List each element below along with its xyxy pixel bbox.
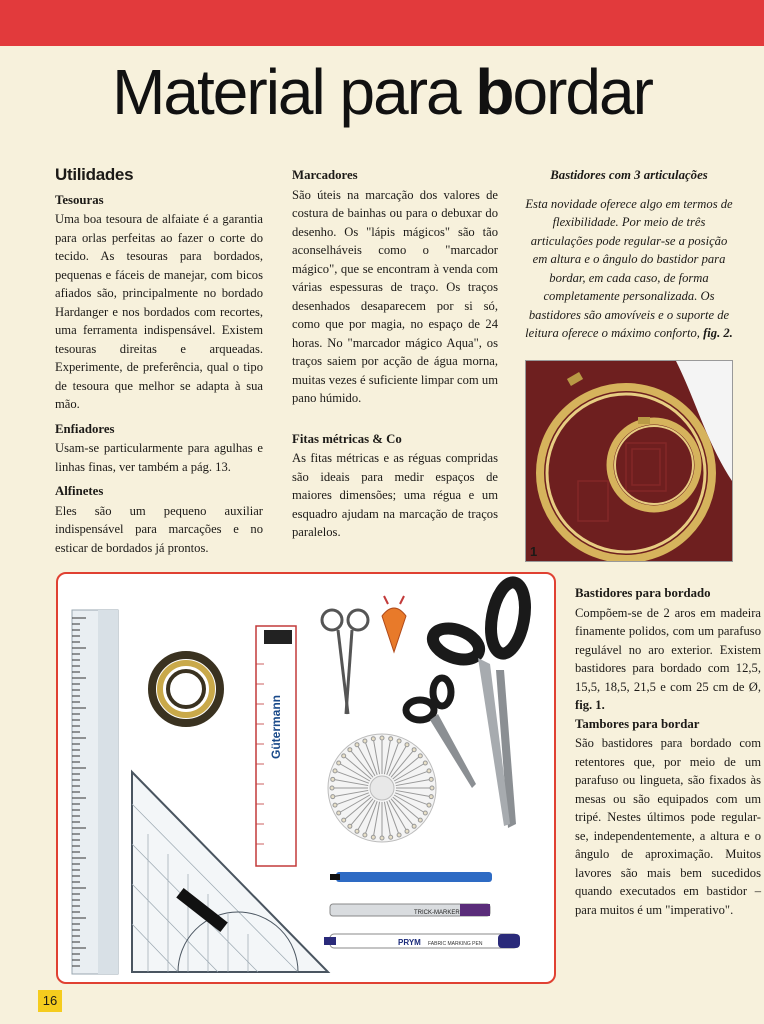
marker-prym [324, 934, 520, 948]
hoop-screw [638, 417, 650, 424]
subheading-enfiadores: Enfiadores [55, 421, 115, 436]
pin-head [389, 835, 393, 839]
pin-head [331, 777, 335, 781]
pin-head [405, 743, 409, 747]
pin-head [348, 824, 352, 828]
pin-head [427, 803, 431, 807]
subheading-bastidores-3: Bastidores com 3 articulações [550, 168, 708, 182]
subheading-bastidores-bordado: Bastidores para bordado [575, 586, 711, 600]
pin-head [348, 748, 352, 752]
pin-head [418, 754, 422, 758]
pin-head [337, 811, 341, 815]
pin-head [427, 769, 431, 773]
pen-label: FABRIC MARKING PEN [428, 941, 483, 947]
subheading-tambores: Tambores para bordar [575, 716, 700, 731]
long-ruler [72, 610, 118, 974]
column-marcadores [292, 166, 498, 542]
guetermann-brand: Gütermann [269, 694, 283, 759]
pin-head [380, 836, 384, 840]
pin-head [389, 737, 393, 741]
pin-head [371, 835, 375, 839]
paragraph-alfinetes: Eles são um pequeno auxiliar indispensável para marcações e no esticar de bordados já prontos. [55, 503, 263, 555]
paragraph-enfiadores: Usam-se particularmente para agulhas e linhas finas, ver também a pág. 13. [55, 441, 263, 474]
pin-head [423, 811, 427, 815]
paragraph-marcadores: São úteis na marcação dos valores de costura de bainhas ou para o debuxar do desenho. Os "lápis mágicos" são tão aconselháveis como o "marcador mágico", que se encontram à venda com várias espessuras de traço. Os traços desenhados desaparecem por si só, como que por magia, no espaço de 24 horas. No "marcador mágico Aqua", os traços saiem por acção de água morna, muitas vezes é suficiente limpar com um pano húmido. [292, 187, 498, 405]
pin-head [412, 824, 416, 828]
marker-blue [330, 872, 492, 882]
subheading-alfinetes: Alfinetes [55, 484, 104, 498]
pin-head [380, 736, 384, 740]
pin-head [418, 818, 422, 822]
marker-label: TRICK-MARKER [414, 910, 460, 916]
column-bastidores-articulacoes [522, 166, 736, 343]
paragraph-tambores: São bastidores para bordado com retentores que, por meio de um parafuso ou lingueta, são fixados às mesas ou são equipados com um tripé. Nestes últimos pode regular-se, independentemente, a altura e o ângulo de aproximação. Muitos lavores são mais bem sucedidos quando executados em bastidor – para muitos é um "imperativo". [575, 736, 761, 917]
subheading-fitas: Fitas métricas & Co [292, 431, 402, 446]
pin-head [397, 739, 401, 743]
figure-embroidery-hoops [525, 360, 733, 562]
pin-head [342, 754, 346, 758]
column-utilidades [55, 166, 263, 557]
tape-measure [152, 655, 220, 723]
figure-number: 1 [530, 544, 538, 559]
pin-head [430, 786, 434, 790]
paragraph-tesouras: Uma boa tesoura de alfaiate é a garantia para orlas perfeitas ao fazer o corte do tecido. As tesouras para bordados, pequenas e fáceis de manejar, com bicos afiados são, principalmente no bordado Hardanger e nos bordados com recortes, uma ferramenta indispensável. Existem tesouras direitas e arqueadas. Experimente, de preferência, qual o tipo de tesoura que melhor se adapta à sua mão. [55, 212, 263, 411]
pin-wheel [328, 734, 436, 842]
pin-head [333, 803, 337, 807]
pin-head [371, 737, 375, 741]
pin-head [429, 777, 433, 781]
pin-head [355, 829, 359, 833]
column-bastidores-bordado [575, 584, 761, 919]
pin-head [330, 786, 334, 790]
top-color-band [0, 0, 764, 46]
embroidery-scissors [322, 610, 368, 714]
page-number: 16 [38, 990, 62, 1012]
prym-brand: PRYM [398, 938, 421, 947]
hoops-illustration [526, 361, 732, 561]
guetermann-ruler [256, 626, 296, 866]
paragraph-fitas: As fitas métricas e as réguas compridas são ideais para medir espaços de maiores dimensões; uma régua e um esquadro ajudam na marcação de traços paralelos. [292, 451, 498, 539]
pin-head [333, 769, 337, 773]
tools-illustration [58, 574, 554, 982]
pin-head [429, 795, 433, 799]
pin-head [405, 829, 409, 833]
paragraph-bastidores-bordado: Compõem-se de 2 aros em madeira finamente polidos, com um parafuso regulável no aro exterior. Existem bastidores para bordado com 12,5, 15,5, 18,5, 21,5 e com 25 cm de Ø, fig. 1. [575, 605, 761, 712]
marker-trick [330, 904, 490, 916]
pin-head [363, 739, 367, 743]
pin-head [363, 833, 367, 837]
section-heading: Utilidades [55, 165, 134, 184]
pin-head [331, 795, 335, 799]
page-title: Material para bordar [112, 56, 652, 128]
pin-head [342, 818, 346, 822]
needle-threader [382, 596, 406, 652]
pin-head [423, 761, 427, 765]
paragraph-bastidores-3: Esta novidade oferece algo em termos de flexibilidade. Por meio de três articulações pode regular-se a posição em altura e o ângulo do bastidor para bordar, em cada caso, de forma completamente personalizada. Os bastidores são amovíveis e o suporte de leitura oferece o máximo conforto, fig. 2. [525, 196, 733, 340]
subheading-marcadores: Marcadores [292, 168, 358, 182]
subheading-tesouras: Tesouras [55, 192, 104, 207]
photo-embroidery-tools [56, 572, 556, 984]
pin-head [412, 748, 416, 752]
set-square [132, 772, 328, 972]
pin-head [397, 833, 401, 837]
pin-head [355, 743, 359, 747]
pin-head [337, 761, 341, 765]
